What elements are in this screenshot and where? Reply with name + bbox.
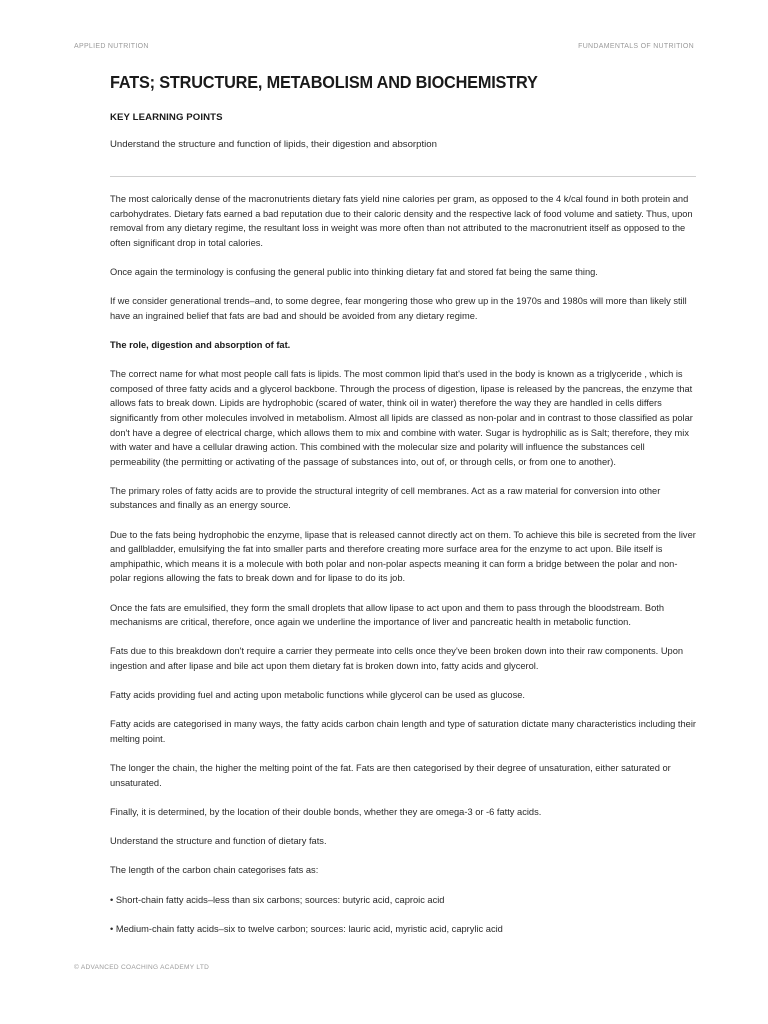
paragraph: Fats due to this breakdown don't require a carrier they permeate into cells once they've been broken down into their raw components. Upon ingestion and after lipase and bile act upon them dietary fat is broken down into, fatty acids and glycerol. xyxy=(110,646,684,671)
paragraph: Finally, it is determined, by the location of their double bonds, whether they are omega-3 or -6 fatty acids. xyxy=(110,806,542,817)
list-item: • Short-chain fatty acids–less than six carbons; sources: butyric acid, caproic acid xyxy=(110,894,445,905)
key-learning-heading: KEY LEARNING POINTS xyxy=(110,112,223,123)
section-subheading: The role, digestion and absorption of fat. xyxy=(110,339,291,350)
paragraph: The longer the chain, the higher the melting point of the fat. Fats are then categorised by their degree of unsaturation, either saturated or unsaturated. xyxy=(110,763,671,788)
paragraph: The most calorically dense of the macronutrients dietary fats yield nine calories per gram, as opposed to the 4 k/cal found in both protein and carbohydrates. Dietary fats earned a bad reputation due to their caloric density and the respective lack of food volume and satiety. Thus, upon removal from any dietary regime, the resultant loss in weight was more often than not attributed to the macronutrient itself as opposed to the often significant drop in total calories. xyxy=(110,194,693,248)
running-header xyxy=(74,43,694,50)
paragraph: Fatty acids are categorised in many ways, the fatty acids carbon chain length and type of saturation dictate many characteristics including their melting point. xyxy=(110,719,697,744)
copyright-footer: © ADVANCED COACHING ACADEMY LTD xyxy=(74,964,210,971)
page-title: FATS; STRUCTURE, METABOLISM AND BIOCHEMISTRY xyxy=(110,72,538,92)
body-text xyxy=(110,192,696,936)
paragraph: The length of the carbon chain categorises fats as: xyxy=(110,865,319,876)
paragraph: Once again the terminology is confusing the general public into thinking dietary fat and stored fat being the same thing. xyxy=(110,266,598,277)
paragraph: Due to the fats being hydrophobic the enzyme, lipase that is released cannot directly act on them. To achieve this bile is secreted from the liver and gallbladder, emulsifying the fat into smaller parts and therefore creating more surface area for the enzyme to act upon. Bile itself is amphipathic, which means it is a molecule with both polar and non-polar aspects meaning it can form a bridge between the polar and non-polar regions allowing the fats to break down and for lipase to do its job. xyxy=(110,529,696,584)
section-divider xyxy=(110,176,696,177)
header-left-label: APPLIED NUTRITION xyxy=(74,43,149,50)
paragraph: Once the fats are emulsified, they form the small droplets that allow lipase to act upon and them to pass through the bloodstream. Both mechanisms are critical, therefore, once again we underline the importance of liver and pancreatic health in metabolic function. xyxy=(110,602,664,628)
key-learning-point: Understand the structure and function of lipids, their digestion and absorption xyxy=(110,139,437,150)
main-content xyxy=(110,70,696,951)
list-item: • Medium-chain fatty acids–six to twelve carbon; sources: lauric acid, myristic acid, caprylic acid xyxy=(110,923,503,934)
paragraph: Fatty acids providing fuel and acting upon metabolic functions while glycerol can be used as glucose. xyxy=(110,690,525,701)
header-right-label: FUNDAMENTALS OF NUTRITION xyxy=(578,43,694,50)
paragraph: If we consider generational trends–and, to some degree, fear mongering those who grew up in the 1970s and 1980s will more than likely still have an ingrained belief that fats are bad and should be avoided from any dietary regime. xyxy=(110,296,687,321)
paragraph: The primary roles of fatty acids are to provide the structural integrity of cell membranes. Act as a raw material for conversion into other substances and finally as an energy source. xyxy=(110,485,661,511)
paragraph: Understand the structure and function of dietary fats. xyxy=(110,836,327,847)
paragraph: The correct name for what most people call fats is lipids. The most common lipid that's used in the body is known as a triglyceride , which is composed of three fatty acids and a glycerol backbone. Through the process of digestion, lipase is released by the pancreas, the enzyme that allows fats to break down. Lipids are hydrophobic (scared of water, think oil in water) therefore the way they are handled in cells differs significantly from other molecules involved in metabolism. Almost all lipids are classed as non-polar and in contrast to those classified as polar don't have a degree of electrical charge, which allows them to mix and combine with water. Sugar is hydrophilic as is Salt; therefore, they mix with water and have a cellular drawing action. This combined with the molecular size and polarity will influence the substances cell permeability (the permitting or activating of the passage of substances into, out of, or through cells, or from one to another). xyxy=(110,369,693,467)
